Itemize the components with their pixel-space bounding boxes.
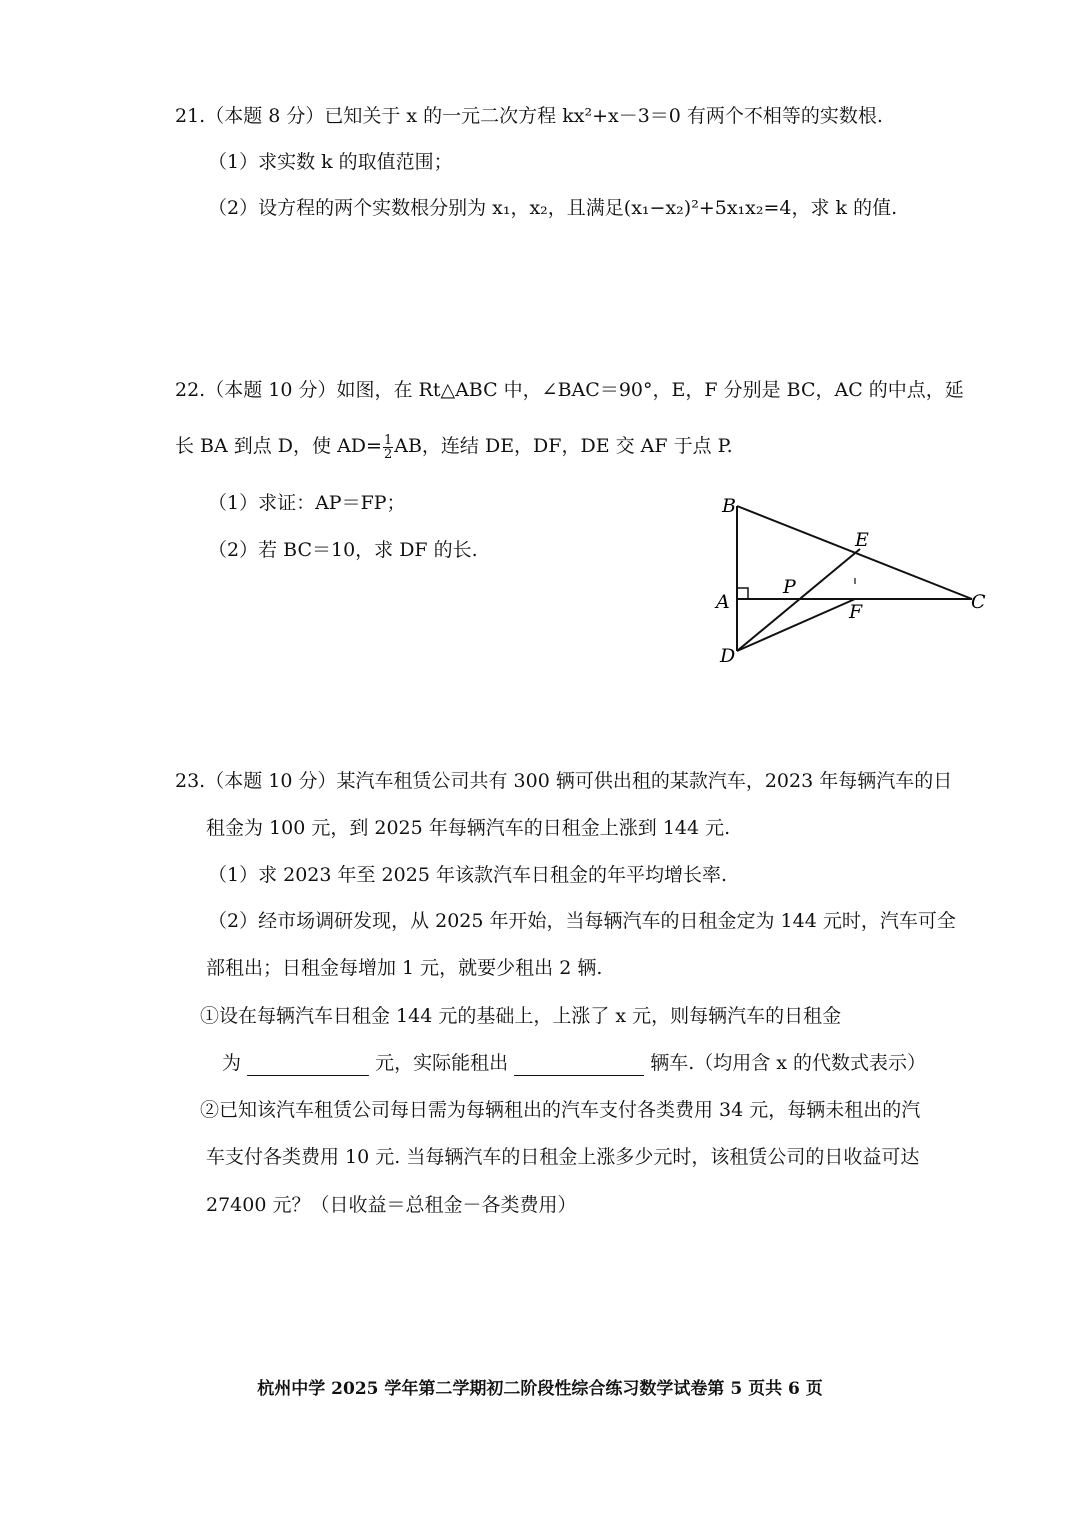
q22-part1: （1）求证：AP＝FP；: [208, 492, 406, 514]
q21-part1: （1）求实数 k 的取值范围；: [208, 151, 453, 173]
q23-part2-line2: 部租出；日租金每增加 1 元，就要少租出 2 辆.: [206, 957, 603, 979]
q22-stem-line1: 22.（本题 10 分）如图，在 Rt△ABC 中，∠BAC＝90°，E，F 分别是 BC，AC 的中点，延: [175, 379, 964, 401]
label-A: A: [716, 591, 730, 613]
q21-part2: （2）设方程的两个实数根分别为 x₁，x₂，且满足(x₁−x₂)²+5x₁x₂=4，求 k 的值.: [208, 197, 898, 219]
q23-item1-line2-b: 元，实际能租出: [375, 1052, 509, 1074]
q23-item1-line1: ①设在每辆汽车日租金 144 元的基础上，上涨了 x 元，则每辆汽车的日租金: [200, 1005, 842, 1027]
label-F: F: [849, 601, 863, 623]
q23-item2-line3: 27400 元？（日收益＝总租金－各类费用）: [206, 1194, 577, 1216]
q23-part1: （1）求 2023 年至 2025 年该款汽车日租金的年平均增长率.: [208, 864, 727, 886]
q23-stem-line2: 租金为 100 元，到 2025 年每辆汽车的日租金上涨到 144 元.: [206, 817, 731, 839]
label-B: B: [722, 495, 736, 517]
q22-stem-line2-a: 长 BA 到点 D，使 AD=: [175, 435, 382, 457]
q23-item1-line2-a: 为: [222, 1052, 242, 1074]
right-angle-mark: [737, 588, 748, 599]
label-D: D: [720, 645, 736, 667]
q22-stem-line2-b: AB，连结 DE，DF，DE 交 AF 于点 P.: [394, 435, 733, 457]
segment-DF: [737, 599, 855, 651]
triangle-figure: [700, 490, 1000, 670]
label-C: C: [971, 591, 986, 613]
q21-stem: 21.（本题 8 分）已知关于 x 的一元二次方程 kx²+x－3＝0 有两个不相等的实数根.: [175, 105, 883, 127]
fraction-numerator: 1: [383, 432, 393, 448]
q23-item2-line1: ②已知该汽车租赁公司每日需为每辆租出的汽车支付各类费用 34 元，每辆未租出的汽: [200, 1099, 921, 1121]
q23-item1-line2-c: 辆车.（均用含 x 的代数式表示）: [650, 1052, 927, 1074]
q23-part2-line1: （2）经市场调研发现，从 2025 年开始，当每辆汽车的日租金定为 144 元时，汽车可全: [208, 910, 956, 932]
q23-stem-line1: 23.（本题 10 分）某汽车租赁公司共有 300 辆可供出租的某款汽车，2023 年每辆汽车的日: [175, 770, 953, 792]
q22-stem-line2: [175, 433, 733, 461]
q22-part2: （2）若 BC＝10，求 DF 的长.: [208, 539, 478, 561]
fraction-denominator: 2: [383, 446, 393, 462]
q23-item2-line2: 车支付各类费用 10 元. 当每辆汽车的日租金上涨多少元时，该租赁公司的日收益可达: [206, 1146, 920, 1168]
page-footer: 杭州中学 2025 学年第二学期初二阶段性综合练习数学试卷第 5 页共 6 页: [257, 1379, 823, 1399]
label-E: E: [855, 529, 869, 551]
q23-item1-line2: [222, 1050, 926, 1076]
fraction-one-half: [383, 434, 393, 461]
label-P: P: [783, 576, 796, 598]
answer-blank-cars[interactable]: [514, 1055, 644, 1076]
answer-blank-rent[interactable]: [247, 1055, 369, 1076]
